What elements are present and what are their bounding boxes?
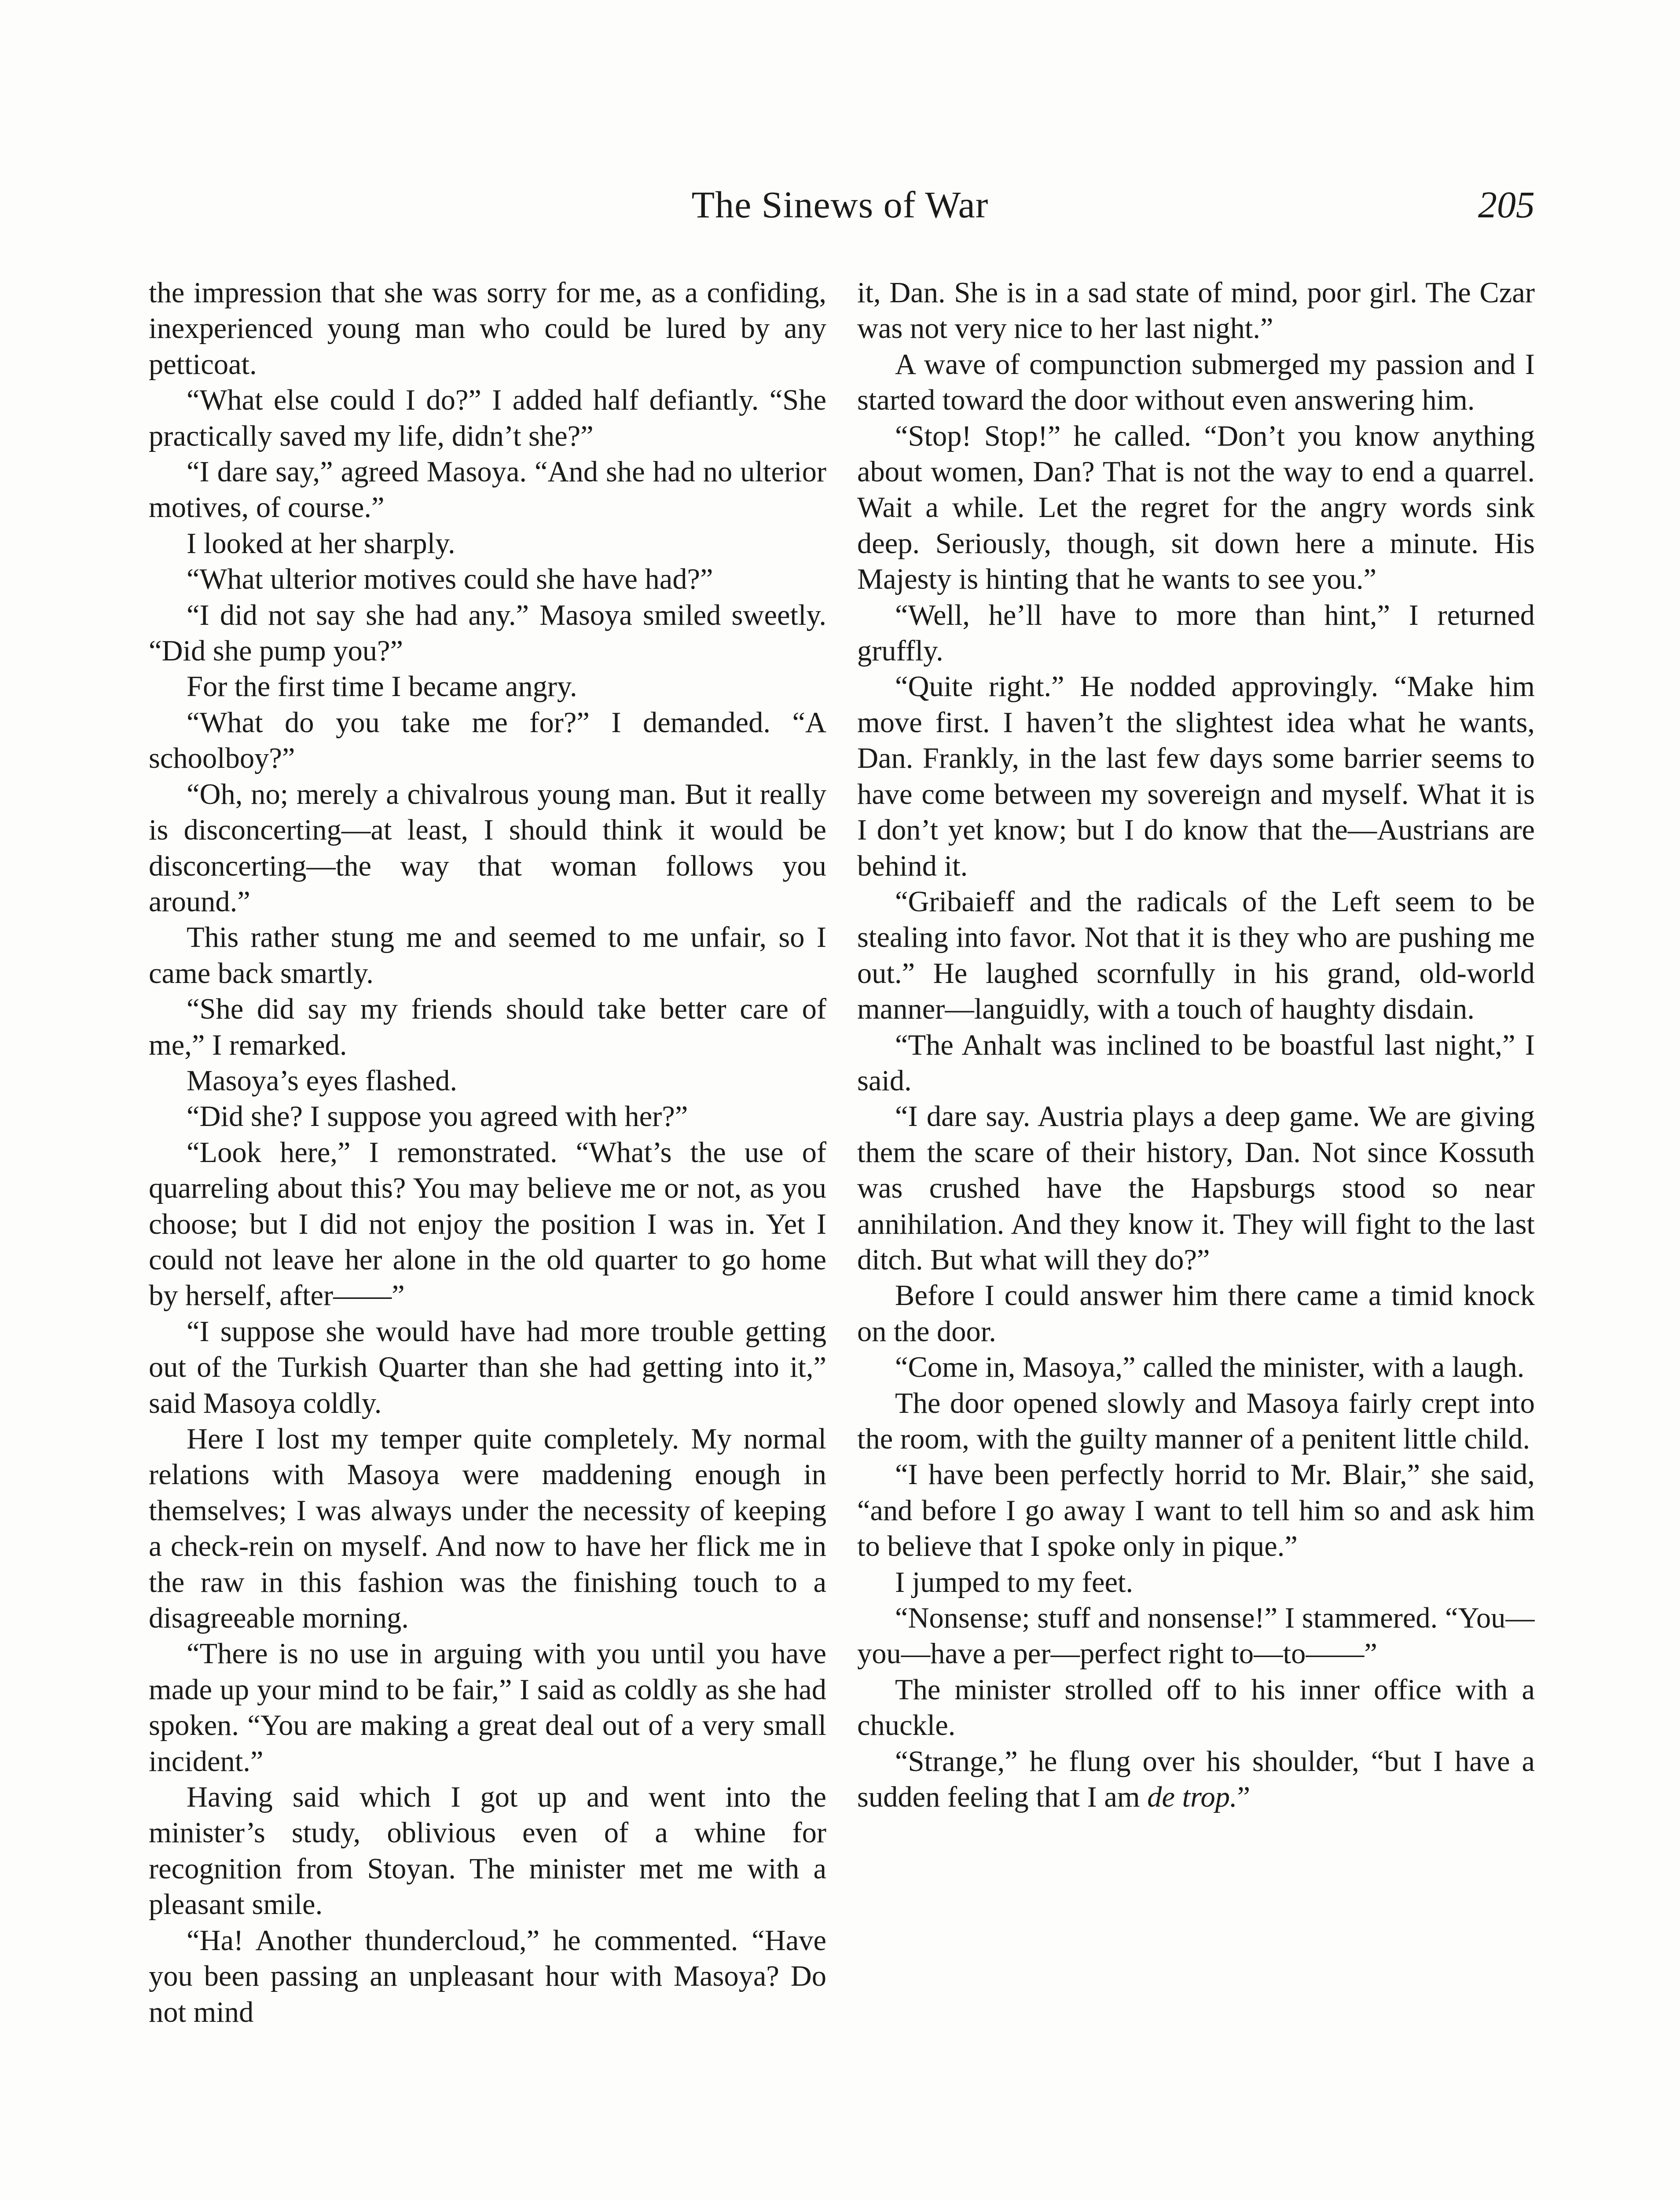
paragraph-text: “Strange,” he flung over his shoulder, “but I have a sudden feeling that I am xyxy=(857,1745,1535,1814)
page-number: 205 xyxy=(1478,183,1535,226)
running-title: The Sinews of War xyxy=(691,183,989,226)
paragraph: The door opened slowly and Masoya fairly crept into the room, with the guilty manner of a penitent little child. xyxy=(857,1387,1535,1455)
paragraph: “Nonsense; stuff and nonsense!” I stammered. “You—you—have a per—perfect right to—to——” xyxy=(857,1602,1535,1670)
closing-quote: ” xyxy=(1237,1781,1251,1814)
paragraph: “Stop! Stop!” he called. “Don’t you know anything about women, Dan? That is not the way to end a quarrel. Wait a while. Let the regret for the angry words sink deep. Seriously, though, sit down here a minute. His Majesty is hinting that he wants to see you.” xyxy=(857,420,1535,596)
paragraph: “Gribaieff and the radicals of the Left seem to be stealing into favor. Not that it is they who are pushing me out.” He laughed scornfully in his grand, old-world manner—languidly, with a touch of haughty disdain. xyxy=(857,885,1535,1026)
paragraph: A wave of compunction submerged my passion and I started toward the door without even answering him. xyxy=(857,348,1535,417)
right-column xyxy=(857,275,1535,2200)
paragraph: “I suppose she would have had more trouble getting out of the Turkish Quarter than she had getting into it,” said Masoya coldly. xyxy=(149,1315,826,1419)
paragraph: “Quite right.” He nodded approvingly. “Make him move first. I haven’t the slightest idea what he wants, Dan. Frankly, in the last few days some barrier seems to have come between my sovereign and myself. What it is I don’t yet know; but I do know that the—Austrians are behind it. xyxy=(857,671,1535,882)
paragraph: Having said which I got up and went into the minister’s study, oblivious even of a whine for recognition from Stoyan. The minister met me with a pleasant smile. xyxy=(149,1781,826,1921)
paragraph: “Well, he’ll have to more than hint,” I returned gruffly. xyxy=(857,599,1535,667)
paragraph: “Look here,” I remonstrated. “What’s the use of quarreling about this? You may believe me or not, as you choose; but I did not enjoy the position I was in. Yet I could not leave her alone in the old quarter to go home by herself, after——” xyxy=(149,1136,826,1312)
paragraph: Before I could answer him there came a timid knock on the door. xyxy=(857,1280,1535,1348)
paragraph: “Come in, Masoya,” called the minister, with a laugh. xyxy=(895,1351,1525,1384)
paragraph: The minister strolled off to his inner office with a chuckle. xyxy=(857,1673,1535,1742)
paragraph: This rather stung me and seemed to me unfair, so I came back smartly. xyxy=(149,921,826,990)
paragraph: Here I lost my temper quite completely. My normal relations with Masoya were maddening enough in themselves; I was always under the necessity of keeping a check-rein on myself. And now to have her flick me in the raw in this fashion was the finishing touch to a disagreeable morning. xyxy=(149,1423,826,1635)
paragraph: I jumped to my feet. xyxy=(895,1566,1133,1599)
paragraph: “Ha! Another thundercloud,” he commented. “Have you been passing an unpleasant hour with Masoya? Do not mind xyxy=(149,1924,826,2028)
paragraph: For the first time I became angry. xyxy=(187,671,577,703)
paragraph: “Oh, no; merely a chivalrous young man. But it really is disconcerting—at least, I should think it would be disconcerting—the way that woman follows you around.” xyxy=(149,778,826,918)
paragraph xyxy=(857,1744,1535,1815)
paragraph: “I have been perfectly horrid to Mr. Blair,” she said, “and before I go away I want to tell him so and ask him to believe that I spoke only in pique.” xyxy=(857,1459,1535,1563)
paragraph: “What do you take me for?” I demanded. “A schoolboy?” xyxy=(149,706,826,775)
paragraph: “I did not say she had any.” Masoya smiled sweetly. “Did she pump you?” xyxy=(149,599,826,667)
paragraph: I looked at her sharply. xyxy=(187,527,455,560)
paragraph: Masoya’s eyes flashed. xyxy=(187,1064,457,1097)
paragraph: the impression that she was sorry for me, as a confiding, inexperienced young man who could be lured by any petticoat. xyxy=(149,277,826,381)
paragraph: “Did she? I suppose you agreed with her?” xyxy=(187,1100,688,1133)
paragraph: “She did say my friends should take better care of me,” I remarked. xyxy=(149,993,826,1061)
paragraph: “There is no use in arguing with you until you have made up your mind to be fair,” I said as coldly as she had spoken. “You are making a great deal out of a very small incident.” xyxy=(149,1638,826,1778)
paragraph: “What ulterior motives could she have had?” xyxy=(187,563,713,596)
paragraph: “The Anhalt was inclined to be boastful last night,” I said. xyxy=(857,1029,1535,1097)
paragraph: it, Dan. She is in a sad state of mind, poor girl. The Czar was not very nice to her last night.” xyxy=(857,277,1535,345)
italic-phrase: de trop. xyxy=(1147,1781,1237,1814)
left-column xyxy=(149,275,826,2200)
running-head xyxy=(0,176,1680,233)
paragraph: “What else could I do?” I added half defiantly. “She practically saved my life, didn’t she?” xyxy=(149,384,826,452)
paragraph: “I dare say. Austria plays a deep game. We are giving them the scare of their history, Dan. Not since Kossuth was crushed have the Hapsburgs stood so near annihilation. And they know it. They will fight to the last ditch. But what will they do?” xyxy=(857,1100,1535,1276)
paragraph: “I dare say,” agreed Masoya. “And she had no ulterior motives, of course.” xyxy=(149,456,826,524)
